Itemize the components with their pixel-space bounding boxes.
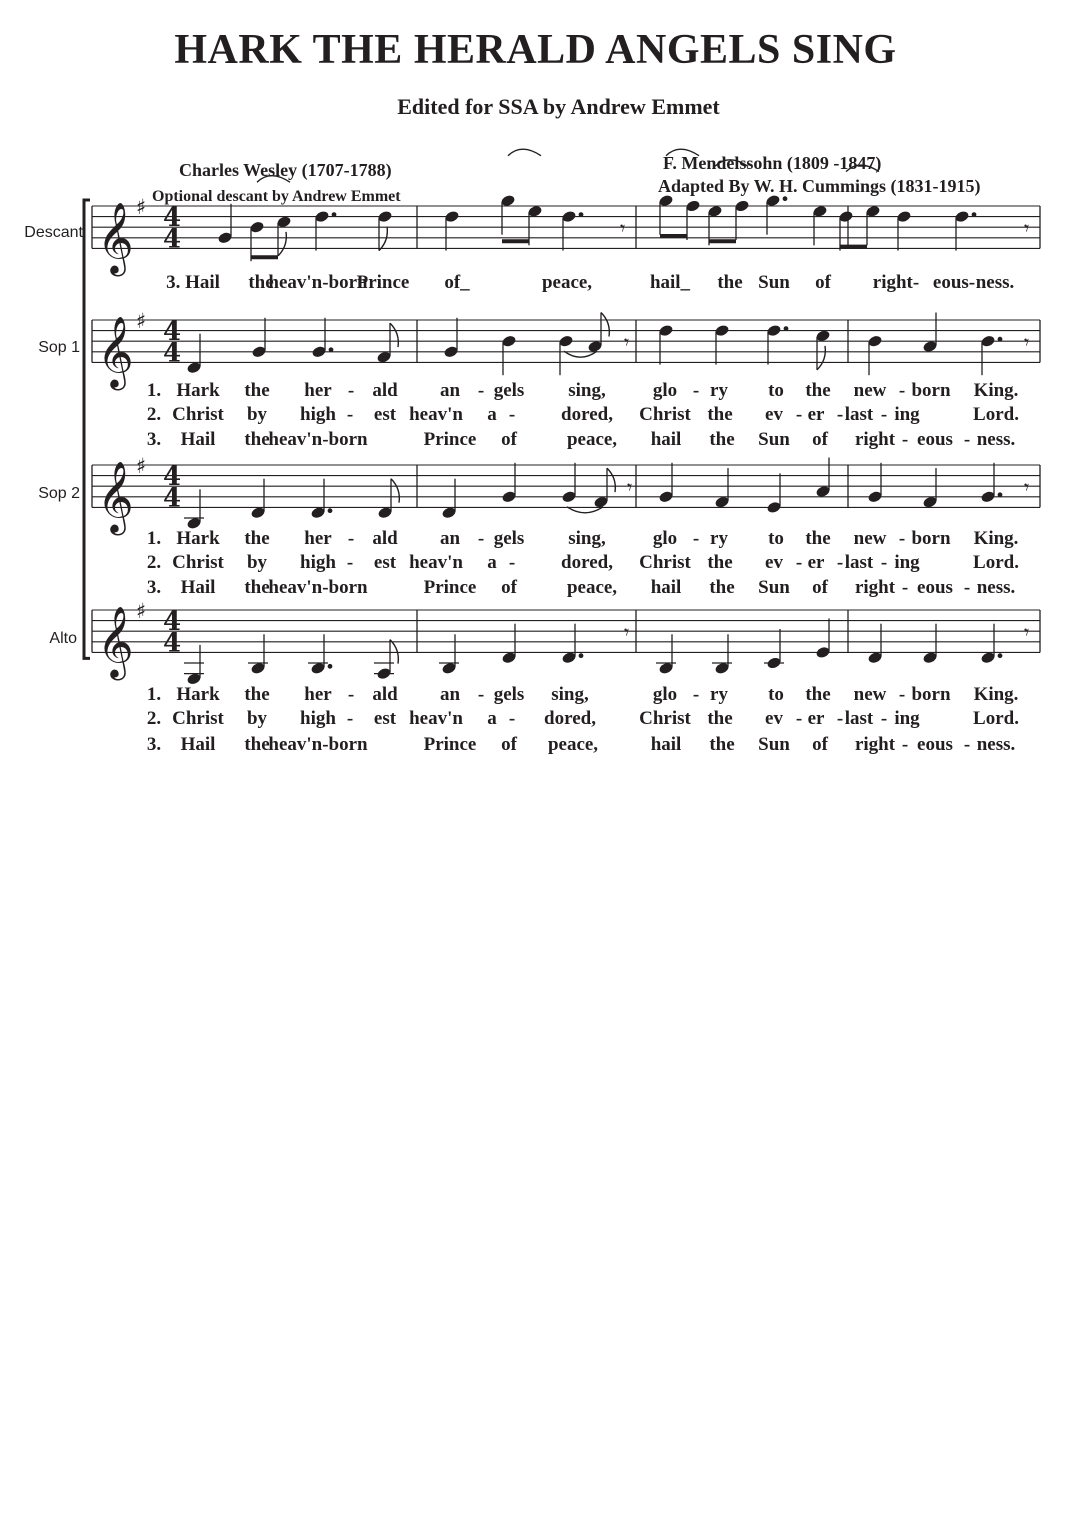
augmentation-dot: [784, 326, 789, 331]
lyric-syllable: the: [805, 528, 831, 549]
lyric-syllable: est: [373, 552, 397, 573]
augmentation-dot: [328, 508, 333, 513]
lyric-syllable: a: [487, 708, 497, 729]
lyric-syllable: -: [347, 528, 355, 549]
lyric-syllable: glo: [652, 380, 678, 401]
lyric-syllable: eous: [917, 734, 953, 755]
lyric-syllable: of_: [444, 272, 470, 293]
lyric-syllable: -: [346, 404, 354, 425]
part-label-alto: Alto: [49, 630, 77, 647]
treble-clef-icon: 𝄞: [97, 314, 134, 388]
lyric-syllable: hail_: [649, 272, 691, 293]
lyric-syllable: -: [477, 684, 485, 705]
composer-credit: F. Mendelssohn (1809 -1847): [663, 153, 882, 173]
note-flag: [379, 227, 387, 251]
lyric-syllable: -: [901, 577, 909, 598]
slur: [846, 165, 879, 172]
lyric-syllable: est: [373, 404, 397, 425]
lyric-syllable: sing,: [568, 380, 606, 401]
adapter-credit: Adapted By W. H. Cummings (1831-1915): [658, 176, 981, 196]
time-signature-numerator: 4: [163, 607, 182, 638]
lyric-syllable: to: [768, 528, 784, 549]
lyric-syllable: the: [244, 528, 270, 549]
lyric-syllable: Hark: [176, 684, 220, 705]
note-flag: [391, 479, 399, 503]
part-label-descant: Descant: [24, 224, 83, 241]
lyric-syllable: new: [853, 528, 887, 549]
lyric-syllable: her: [304, 380, 332, 401]
time-signature-numerator: 4: [163, 462, 182, 493]
lyric-syllable: high: [300, 404, 336, 425]
lyric-syllable: the: [709, 577, 735, 598]
lyric-syllable: of: [501, 429, 517, 450]
lyric-syllable: -: [346, 552, 354, 573]
lyricist-credit: Charles Wesley (1707-1788): [179, 160, 392, 180]
augmentation-dot: [579, 212, 584, 217]
key-signature-sharp-icon: ♯: [136, 599, 147, 623]
lyric-syllable: ev: [765, 404, 783, 425]
lyric-syllable: the: [244, 684, 270, 705]
lyric-syllable: 1.: [146, 528, 162, 549]
lyric-syllable: eous: [917, 429, 953, 450]
lyric-syllable: -: [795, 404, 803, 425]
lyric-syllable: the: [244, 734, 270, 755]
lyric-syllable: the: [805, 380, 831, 401]
augmentation-dot: [998, 337, 1003, 342]
lyric-syllable: Prince: [423, 577, 477, 598]
lyric-syllable: right-: [872, 272, 920, 293]
lyric-syllable: born: [911, 380, 951, 401]
lyric-syllable: -: [963, 734, 971, 755]
lyric-syllable: last: [844, 552, 874, 573]
lyric-syllable: the: [709, 734, 735, 755]
lyric-syllable: -: [963, 429, 971, 450]
lyric-syllable: peace,: [566, 429, 618, 450]
lyric-syllable: Christ: [639, 404, 691, 425]
lyric-syllable: -: [898, 684, 906, 705]
lyric-syllable: Hail: [180, 577, 216, 598]
score-title: HARK THE HERALD ANGELS SING: [174, 27, 897, 73]
lyric-syllable: -: [346, 708, 354, 729]
lyric-syllable: ev: [765, 552, 783, 573]
eighth-rest-icon: 𝄾: [1024, 330, 1030, 355]
lyric-syllable: peace,: [547, 734, 599, 755]
lyric-syllable: last: [844, 708, 874, 729]
eighth-rest-icon: 𝄾: [1024, 475, 1030, 500]
lyric-syllable: sing,: [568, 528, 606, 549]
lyric-syllable: an: [439, 684, 461, 705]
augmentation-dot: [972, 212, 977, 217]
lyric-syllable: -: [836, 404, 844, 425]
lyric-syllable: ing: [894, 552, 920, 573]
augmentation-dot: [998, 653, 1003, 658]
lyric-syllable: of: [815, 272, 831, 293]
time-signature-denominator: 4: [163, 483, 182, 514]
lyric-syllable: Hark: [176, 380, 220, 401]
lyric-syllable: Prince: [356, 272, 410, 293]
lyric-syllable: 3.: [146, 429, 162, 450]
lyric-syllable: -: [901, 734, 909, 755]
lyric-syllable: right: [854, 734, 896, 755]
lyric-syllable: King.: [973, 528, 1019, 549]
lyric-syllable: -: [836, 552, 844, 573]
lyric-syllable: the: [709, 429, 735, 450]
lyric-syllable: ness.: [976, 734, 1016, 755]
lyric-syllable: ry: [710, 684, 728, 705]
lyric-syllable: heav'n-born: [268, 272, 368, 293]
system-bracket: [84, 200, 90, 658]
lyric-syllable: Lord.: [973, 552, 1019, 573]
lyric-syllable: peace,: [566, 577, 618, 598]
lyric-syllable: Christ: [639, 708, 691, 729]
lyric-syllable: Christ: [172, 552, 224, 573]
lyric-syllable: gels: [493, 380, 525, 401]
eighth-rest-icon: 𝄾: [1024, 620, 1030, 645]
augmentation-dot: [332, 212, 337, 217]
lyric-syllable: sing,: [551, 684, 589, 705]
augmentation-dot: [328, 664, 333, 669]
lyric-syllable: Christ: [639, 552, 691, 573]
lyric-syllable: ry: [710, 528, 728, 549]
lyric-syllable: right: [854, 577, 896, 598]
treble-clef-icon: 𝄞: [97, 604, 134, 678]
lyric-syllable: eous: [917, 577, 953, 598]
lyric-syllable: -: [836, 708, 844, 729]
lyric-syllable: her: [304, 684, 332, 705]
lyric-syllable: to: [768, 380, 784, 401]
slur: [666, 149, 699, 156]
lyric-syllable: ness.: [976, 429, 1016, 450]
lyric-syllable: Christ: [172, 708, 224, 729]
lyric-syllable: heav'n-born: [268, 577, 368, 598]
key-signature-sharp-icon: ♯: [136, 195, 147, 219]
lyric-syllable: Prince: [423, 429, 477, 450]
lyric-syllable: -: [880, 708, 888, 729]
lyric-syllable: high: [300, 552, 336, 573]
augmentation-dot: [783, 196, 788, 201]
lyric-syllable: Sun: [758, 429, 790, 450]
note-flag: [390, 640, 398, 664]
lyric-syllable: Sun: [758, 734, 790, 755]
lyric-syllable: the: [717, 272, 743, 293]
lyric-syllable: hail: [650, 577, 682, 598]
lyric-syllable: peace,: [541, 272, 593, 293]
lyric-syllable: -: [795, 708, 803, 729]
slur: [715, 160, 748, 167]
lyric-syllable: a: [487, 404, 497, 425]
lyric-syllable: Hark: [176, 528, 220, 549]
lyric-syllable: Sun: [758, 272, 790, 293]
lyric-syllable: -: [880, 552, 888, 573]
treble-clef-icon: 𝄞: [97, 200, 134, 274]
lyric-syllable: heav'n: [409, 552, 463, 573]
lyric-syllable: dored,: [561, 404, 613, 425]
lyric-syllable: glo: [652, 528, 678, 549]
lyric-syllable: heav'n: [409, 708, 463, 729]
eighth-rest-icon: 𝄾: [1024, 216, 1030, 241]
lyric-syllable: ald: [372, 684, 398, 705]
lyric-syllable: est: [373, 708, 397, 729]
lyric-syllable: 1.: [146, 380, 162, 401]
lyric-syllable: -: [795, 552, 803, 573]
slur: [508, 149, 541, 156]
lyric-syllable: er: [807, 404, 825, 425]
lyric-syllable: new: [853, 380, 887, 401]
time-signature-numerator: 4: [163, 203, 182, 234]
lyric-syllable: of: [812, 577, 828, 598]
lyric-syllable: born: [911, 684, 951, 705]
lyric-syllable: the: [244, 380, 270, 401]
lyric-syllable: -: [898, 380, 906, 401]
lyric-syllable: born: [911, 528, 951, 549]
slur: [257, 176, 290, 183]
treble-clef-icon: 𝄞: [97, 459, 134, 533]
lyric-syllable: last: [844, 404, 874, 425]
lyric-syllable: -: [508, 552, 516, 573]
lyric-syllable: a: [487, 552, 497, 573]
eighth-rest-icon: 𝄾: [624, 330, 630, 355]
lyric-syllable: of: [812, 429, 828, 450]
lyric-syllable: an: [439, 380, 461, 401]
lyric-syllable: Hail: [180, 734, 216, 755]
augmentation-dot: [329, 347, 334, 352]
time-signature-denominator: 4: [163, 338, 182, 369]
lyric-syllable: by: [246, 404, 268, 425]
lyric-syllable: Prince: [423, 734, 477, 755]
lyric-syllable: an: [439, 528, 461, 549]
lyric-syllable: hail: [650, 734, 682, 755]
lyric-syllable: ing: [894, 404, 920, 425]
time-signature-denominator: 4: [163, 628, 182, 659]
lyric-syllable: -: [347, 380, 355, 401]
lyric-syllable: -: [692, 684, 700, 705]
lyric-syllable: King.: [973, 684, 1019, 705]
augmentation-dot: [579, 653, 584, 658]
note-flag: [817, 346, 825, 370]
lyric-syllable: Lord.: [973, 404, 1019, 425]
lyric-syllable: -: [963, 577, 971, 598]
lyric-syllable: 2.: [146, 552, 162, 573]
augmentation-dot: [998, 492, 1003, 497]
lyric-syllable: eous-: [932, 272, 976, 293]
lyric-syllable: Hail: [180, 429, 216, 450]
lyric-syllable: -: [508, 708, 516, 729]
time-signature-denominator: 4: [163, 224, 182, 255]
lyric-syllable: the: [707, 404, 733, 425]
lyric-syllable: gels: [493, 684, 525, 705]
lyric-syllable: -: [477, 380, 485, 401]
lyric-syllable: dored,: [561, 552, 613, 573]
lyric-syllable: her: [304, 528, 332, 549]
lyric-syllable: er: [807, 552, 825, 573]
lyric-syllable: 3. Hail: [166, 272, 220, 293]
lyric-syllable: -: [508, 404, 516, 425]
part-label-sop1: Sop 1: [38, 339, 80, 356]
lyric-syllable: glo: [652, 684, 678, 705]
descant-credit: Optional descant by Andrew Emmet: [152, 188, 401, 205]
key-signature-sharp-icon: ♯: [136, 454, 147, 478]
lyric-syllable: ry: [710, 380, 728, 401]
lyric-syllable: to: [768, 684, 784, 705]
lyric-syllable: King.: [973, 380, 1019, 401]
lyric-syllable: of: [501, 734, 517, 755]
lyric-syllable: 3.: [146, 734, 162, 755]
lyric-syllable: -: [898, 528, 906, 549]
lyric-syllable: 3.: [146, 577, 162, 598]
lyric-syllable: er: [807, 708, 825, 729]
score-subtitle: Edited for SSA by Andrew Emmet: [397, 94, 720, 119]
lyric-syllable: 1.: [146, 684, 162, 705]
lyric-syllable: -: [347, 684, 355, 705]
eighth-rest-icon: 𝄾: [627, 475, 633, 500]
note-flag: [390, 323, 398, 347]
lyric-syllable: by: [246, 552, 268, 573]
lyric-syllable: ing: [894, 708, 920, 729]
time-signature-numerator: 4: [163, 317, 182, 348]
lyric-syllable: heav'n-born: [268, 734, 368, 755]
lyric-syllable: ness.: [976, 577, 1016, 598]
lyric-syllable: 2.: [146, 708, 162, 729]
lyric-syllable: of: [501, 577, 517, 598]
lyric-syllable: the: [248, 272, 274, 293]
lyric-syllable: high: [300, 708, 336, 729]
part-label-sop2: Sop 2: [38, 485, 80, 502]
lyric-syllable: ev: [765, 708, 783, 729]
lyric-syllable: new: [853, 684, 887, 705]
note-flag: [607, 468, 615, 492]
lyric-syllable: -: [477, 528, 485, 549]
lyric-syllable: Lord.: [973, 708, 1019, 729]
lyric-syllable: -: [692, 528, 700, 549]
lyric-syllable: the: [244, 577, 270, 598]
lyric-syllable: by: [246, 708, 268, 729]
lyric-syllable: -: [880, 404, 888, 425]
eighth-rest-icon: 𝄾: [620, 216, 626, 241]
lyric-syllable: of: [812, 734, 828, 755]
note-flag: [601, 313, 609, 337]
lyric-syllable: the: [707, 708, 733, 729]
lyric-syllable: 2.: [146, 404, 162, 425]
lyric-syllable: Sun: [758, 577, 790, 598]
note-flag: [278, 232, 286, 256]
lyric-syllable: hail: [650, 429, 682, 450]
lyric-syllable: -: [692, 380, 700, 401]
lyric-syllable: heav'n: [409, 404, 463, 425]
lyric-syllable: ness.: [975, 272, 1015, 293]
key-signature-sharp-icon: ♯: [136, 309, 147, 333]
lyric-syllable: Christ: [172, 404, 224, 425]
lyric-syllable: -: [901, 429, 909, 450]
lyric-syllable: ald: [372, 528, 398, 549]
lyric-syllable: heav'n-born: [268, 429, 368, 450]
lyric-syllable: dored,: [544, 708, 596, 729]
lyric-syllable: the: [244, 429, 270, 450]
lyric-syllable: gels: [493, 528, 525, 549]
lyric-syllable: right: [854, 429, 896, 450]
eighth-rest-icon: 𝄾: [624, 620, 630, 645]
lyric-syllable: ald: [372, 380, 398, 401]
lyric-syllable: the: [805, 684, 831, 705]
lyric-syllable: the: [707, 552, 733, 573]
